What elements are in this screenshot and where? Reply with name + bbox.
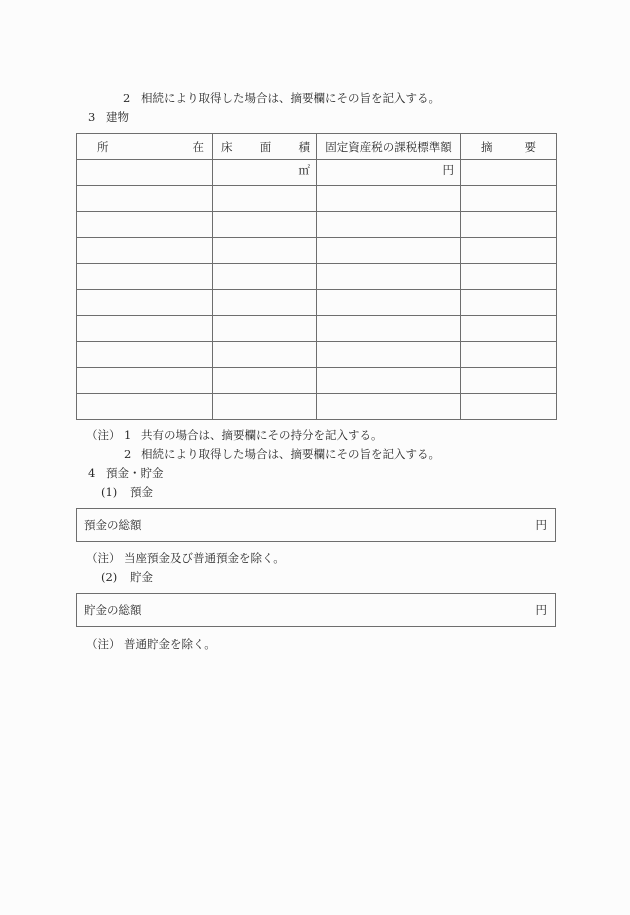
cell-floor-area[interactable] (213, 160, 317, 186)
cell-location[interactable] (77, 316, 213, 342)
cell-location[interactable] (77, 160, 213, 186)
cell-location[interactable] (77, 368, 213, 394)
deposits-total-label: 預金の総額 (84, 518, 142, 532)
cell-tax-base[interactable] (317, 316, 461, 342)
section-4-title: 預金・貯金 (106, 466, 164, 480)
buildings-table (76, 133, 557, 420)
cell-summary[interactable] (461, 212, 557, 238)
buildings-note-2-text: 相続により取得した場合は、摘要欄にその旨を記入する。 (141, 447, 440, 461)
table-row (77, 368, 557, 394)
land-note-2-text: 相続により取得した場合は、摘要欄にその旨を記入する。 (141, 91, 440, 105)
cell-summary[interactable] (461, 238, 557, 264)
table-row (77, 290, 557, 316)
deposits-title: 預金 (130, 485, 153, 499)
unit-square-meter: ㎡ (298, 163, 310, 177)
deposits-note-label: （注） (86, 551, 121, 565)
cell-location[interactable] (77, 186, 213, 212)
header-location-char-1: 所 (97, 139, 109, 154)
cell-summary[interactable] (461, 186, 557, 212)
cell-floor-area[interactable] (213, 368, 317, 394)
deposits-number: (1) (101, 485, 118, 499)
cell-tax-base[interactable] (317, 394, 461, 420)
table-row (77, 186, 557, 212)
savings-total-unit: 円 (535, 603, 547, 617)
deposits-note-text: 当座預金及び普通預金を除く。 (124, 551, 285, 565)
header-tax-base: 固定資産税の課税標準額 (317, 134, 461, 160)
savings-note-text: 普通貯金を除く。 (124, 637, 216, 651)
cell-tax-base[interactable] (317, 212, 461, 238)
cell-floor-area[interactable] (213, 290, 317, 316)
table-header-row (77, 134, 557, 160)
cell-tax-base[interactable] (317, 368, 461, 394)
cell-floor-area[interactable] (213, 342, 317, 368)
savings-title: 貯金 (130, 570, 153, 584)
cell-summary[interactable] (461, 394, 557, 420)
cell-location[interactable] (77, 212, 213, 238)
cell-location[interactable] (77, 290, 213, 316)
header-floor-area (213, 134, 317, 160)
header-floor-area-char-2: 面 (259, 139, 272, 154)
cell-tax-base[interactable] (317, 342, 461, 368)
deposits-total-field[interactable] (76, 508, 556, 542)
table-row (77, 238, 557, 264)
cell-floor-area[interactable] (213, 186, 317, 212)
table-row (77, 264, 557, 290)
savings-total-field[interactable] (76, 593, 556, 627)
cell-tax-base[interactable] (317, 238, 461, 264)
deposits-total-unit: 円 (535, 518, 547, 532)
header-summary-char-1: 摘 (481, 139, 493, 154)
savings-number: (2) (101, 570, 118, 584)
header-location-char-2: 在 (192, 139, 204, 154)
cell-tax-base[interactable] (317, 290, 461, 316)
table-row (77, 160, 557, 186)
section-4-number: 4 (88, 466, 96, 480)
cell-summary[interactable] (461, 160, 557, 186)
cell-location[interactable] (77, 394, 213, 420)
unit-yen: 円 (442, 163, 454, 177)
cell-summary[interactable] (461, 342, 557, 368)
buildings-note-2-number: 2 (124, 447, 132, 461)
table-row (77, 212, 557, 238)
cell-summary[interactable] (461, 316, 557, 342)
cell-floor-area[interactable] (213, 238, 317, 264)
cell-location[interactable] (77, 238, 213, 264)
savings-total-label: 貯金の総額 (84, 603, 142, 617)
section-3-title: 建物 (106, 110, 129, 124)
header-location (77, 134, 213, 160)
header-summary (461, 134, 557, 160)
cell-summary[interactable] (461, 368, 557, 394)
header-floor-area-char-1: 床 (221, 139, 233, 154)
cell-floor-area[interactable] (213, 316, 317, 342)
cell-floor-area[interactable] (213, 394, 317, 420)
header-summary-char-2: 要 (524, 139, 536, 154)
buildings-note-1-text: 共有の場合は、摘要欄にその持分を記入する。 (141, 428, 383, 442)
table-row (77, 342, 557, 368)
buildings-note-1-number: 1 (124, 428, 132, 442)
table-row (77, 316, 557, 342)
cell-tax-base[interactable] (317, 160, 461, 186)
table-row (77, 394, 557, 420)
cell-location[interactable] (77, 264, 213, 290)
land-note-2-number: 2 (123, 91, 131, 105)
section-3-number: 3 (88, 110, 96, 124)
cell-floor-area[interactable] (213, 264, 317, 290)
cell-location[interactable] (77, 342, 213, 368)
notes-label: （注） (86, 428, 121, 442)
cell-tax-base[interactable] (317, 264, 461, 290)
cell-summary[interactable] (461, 290, 557, 316)
savings-note-label: （注） (86, 637, 121, 651)
cell-summary[interactable] (461, 264, 557, 290)
header-floor-area-char-3: 積 (298, 139, 310, 154)
cell-tax-base[interactable] (317, 186, 461, 212)
cell-floor-area[interactable] (213, 212, 317, 238)
